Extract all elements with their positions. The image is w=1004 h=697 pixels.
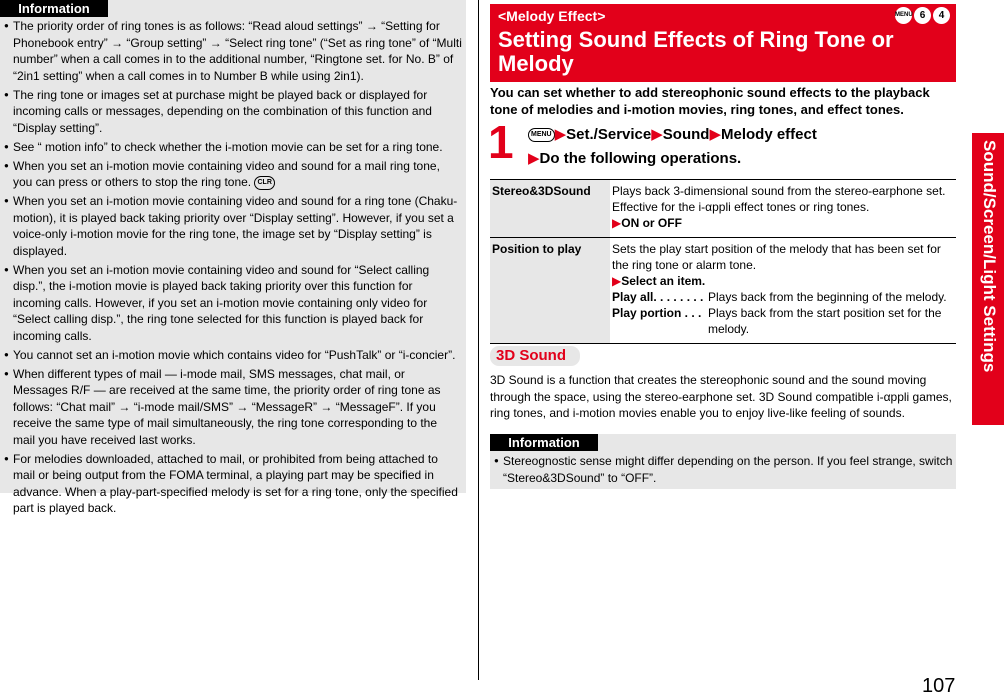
arrow-icon: ▶ xyxy=(651,126,663,143)
sub-option-value: Plays back from the beginning of the melody. xyxy=(708,290,947,304)
information-label: Information xyxy=(490,434,598,451)
intro-text: You can set whether to add stereophonic sound effects to the playback tone of melodies and i-motion movies, ring tones, and effect tones. xyxy=(490,85,930,117)
options-table xyxy=(490,179,956,344)
key-4-icon: 4 xyxy=(933,7,950,24)
sub-option-row xyxy=(612,305,954,337)
step-number: 1 xyxy=(488,116,514,168)
step-path-2: Sound xyxy=(662,126,710,143)
arrow-icon: ▶ xyxy=(612,216,622,230)
menu-key-icon: MENU xyxy=(895,7,912,24)
left-information-box xyxy=(0,0,466,515)
arrow-icon: ▶ xyxy=(709,126,721,143)
shortcut-keys xyxy=(895,7,950,24)
step-path-3: Melody effect xyxy=(720,126,817,143)
option-name: Position to play xyxy=(490,238,610,344)
information-text: ● Stereognostic sense might differ depending on the person. If you feel strange, switch “Stereo&3DSound” to “OFF”. xyxy=(494,453,959,486)
clr-key-icon: CLR xyxy=(254,176,274,190)
sub-option-key: Play all. . . . . . . . xyxy=(612,290,704,304)
option-desc-text: Sets the play start position of the melody that has been set for the ring tone or alarm tone. xyxy=(612,242,941,272)
sub-option-key: Play portion . . . xyxy=(612,306,702,320)
list-item: ● For melodies downloaded, attached to mail, or prohibited from being attached to mail or being output from the FOMA terminal, a playing part may be specified in advance. When a play-part-specified melody is set for a ring tone, only the specified part is played back. xyxy=(4,451,462,517)
key-6-icon: 6 xyxy=(914,7,931,24)
list-item-text: See “ motion info” to check whether the i-motion movie can be set for a ring tone. xyxy=(13,139,443,154)
list-item: ● The priority order of ring tones is as follows: “Read aloud settings” → “Setting for Phonebook entry” → “Group setting” → “Select ring tone” (“Set as ring tone” of “Multi number” when a call comes in to the additional number, “Ringtone set. for No. B” of “2in1 setting” when a call comes in to Number B while using 2in1). xyxy=(4,18,462,84)
side-tab-label: Sound/Screen/Light Settings xyxy=(980,140,999,373)
list-item: ● When different types of mail — i-mode mail, SMS messages, chat mail, or Messages R/F — are received at the same time, the priority order of ring tone as follows: “Chat mail” → “i-mode mail/SMS” → “MessageR” → “MessageF”. If you receive the same type of mail simultaneously, the ring tone corresponding to the mail you have received last works. xyxy=(4,366,462,449)
step-path-1: Set./Service xyxy=(566,126,652,143)
right-information-box xyxy=(490,434,956,489)
arrow-icon: ▶ xyxy=(554,126,567,143)
option-desc xyxy=(610,180,956,238)
section-header xyxy=(490,4,956,82)
list-item-text: When you set an i-motion movie containing video and sound for a mail ring tone, you can press or others to stop the ring tone. xyxy=(13,158,440,189)
option-desc xyxy=(610,238,956,344)
header-subtitle: <Melody Effect> xyxy=(498,8,606,24)
option-name: Stereo&3DSound xyxy=(490,180,610,238)
arrow-icon: ▶ xyxy=(528,150,540,167)
sub-option-row xyxy=(612,289,954,305)
list-item: ● When you set an i-motion movie containing video and sound for a ring tone (Chaku-motion), it is played back taking priority over “Display setting”. However, if you set a voice-only i-motion movie for the ring tone, the image set by “Display setting” is displayed. xyxy=(4,193,462,259)
option-desc-text: Plays back 3-dimensional sound from the stereo-earphone set. Effective for the i-αppli effect tones or ring tones. xyxy=(612,184,946,214)
column-divider xyxy=(478,0,479,680)
option-action: ON or OFF xyxy=(621,216,682,230)
arrow-icon: ▶ xyxy=(612,274,622,288)
list-item: ● When you set an i-motion movie containing video and sound for “Select calling disp.”, the i-motion movie is played back taking priority over this function for incoming calls. However, if you set an i-motion movie containing only video for “Select calling disp.”, the ring tone selected for this function is played back for incoming calls. xyxy=(4,262,462,345)
section-text: 3D Sound is a function that creates the stereophonic sound and the sound moving through the space, using the stereo-earphone set. 3D Sound compatible i-αppli games, ring tones, and i-motion movies enable you to enjoy live-like feeling of sounds. xyxy=(490,373,952,420)
list-item: ● The ring tone or images set at purchase might be played back or displayed for incoming calls or messages, depending on the combination of this function and “Display setting”. xyxy=(4,87,462,137)
information-label: Information xyxy=(0,0,108,17)
page-title: Setting Sound Effects of Ring Tone or Melody xyxy=(498,27,894,76)
table-row xyxy=(490,180,956,238)
step-instructions xyxy=(528,123,958,171)
menu-key-icon: MENU xyxy=(528,128,555,142)
table-row xyxy=(490,238,956,344)
list-item: ● You cannot set an i-motion movie which contains video for “PushTalk” or “i-concier”. xyxy=(4,347,462,364)
information-list xyxy=(4,18,462,519)
list-item xyxy=(4,139,462,156)
step-path-4: Do the following operations. xyxy=(539,150,742,167)
section-tag: 3D Sound xyxy=(490,346,580,366)
page-number: 107 xyxy=(922,675,956,697)
sub-option-value: Plays back from the start position set for the melody. xyxy=(708,306,942,336)
list-item xyxy=(4,158,462,191)
option-action: Select an item. xyxy=(621,274,706,288)
